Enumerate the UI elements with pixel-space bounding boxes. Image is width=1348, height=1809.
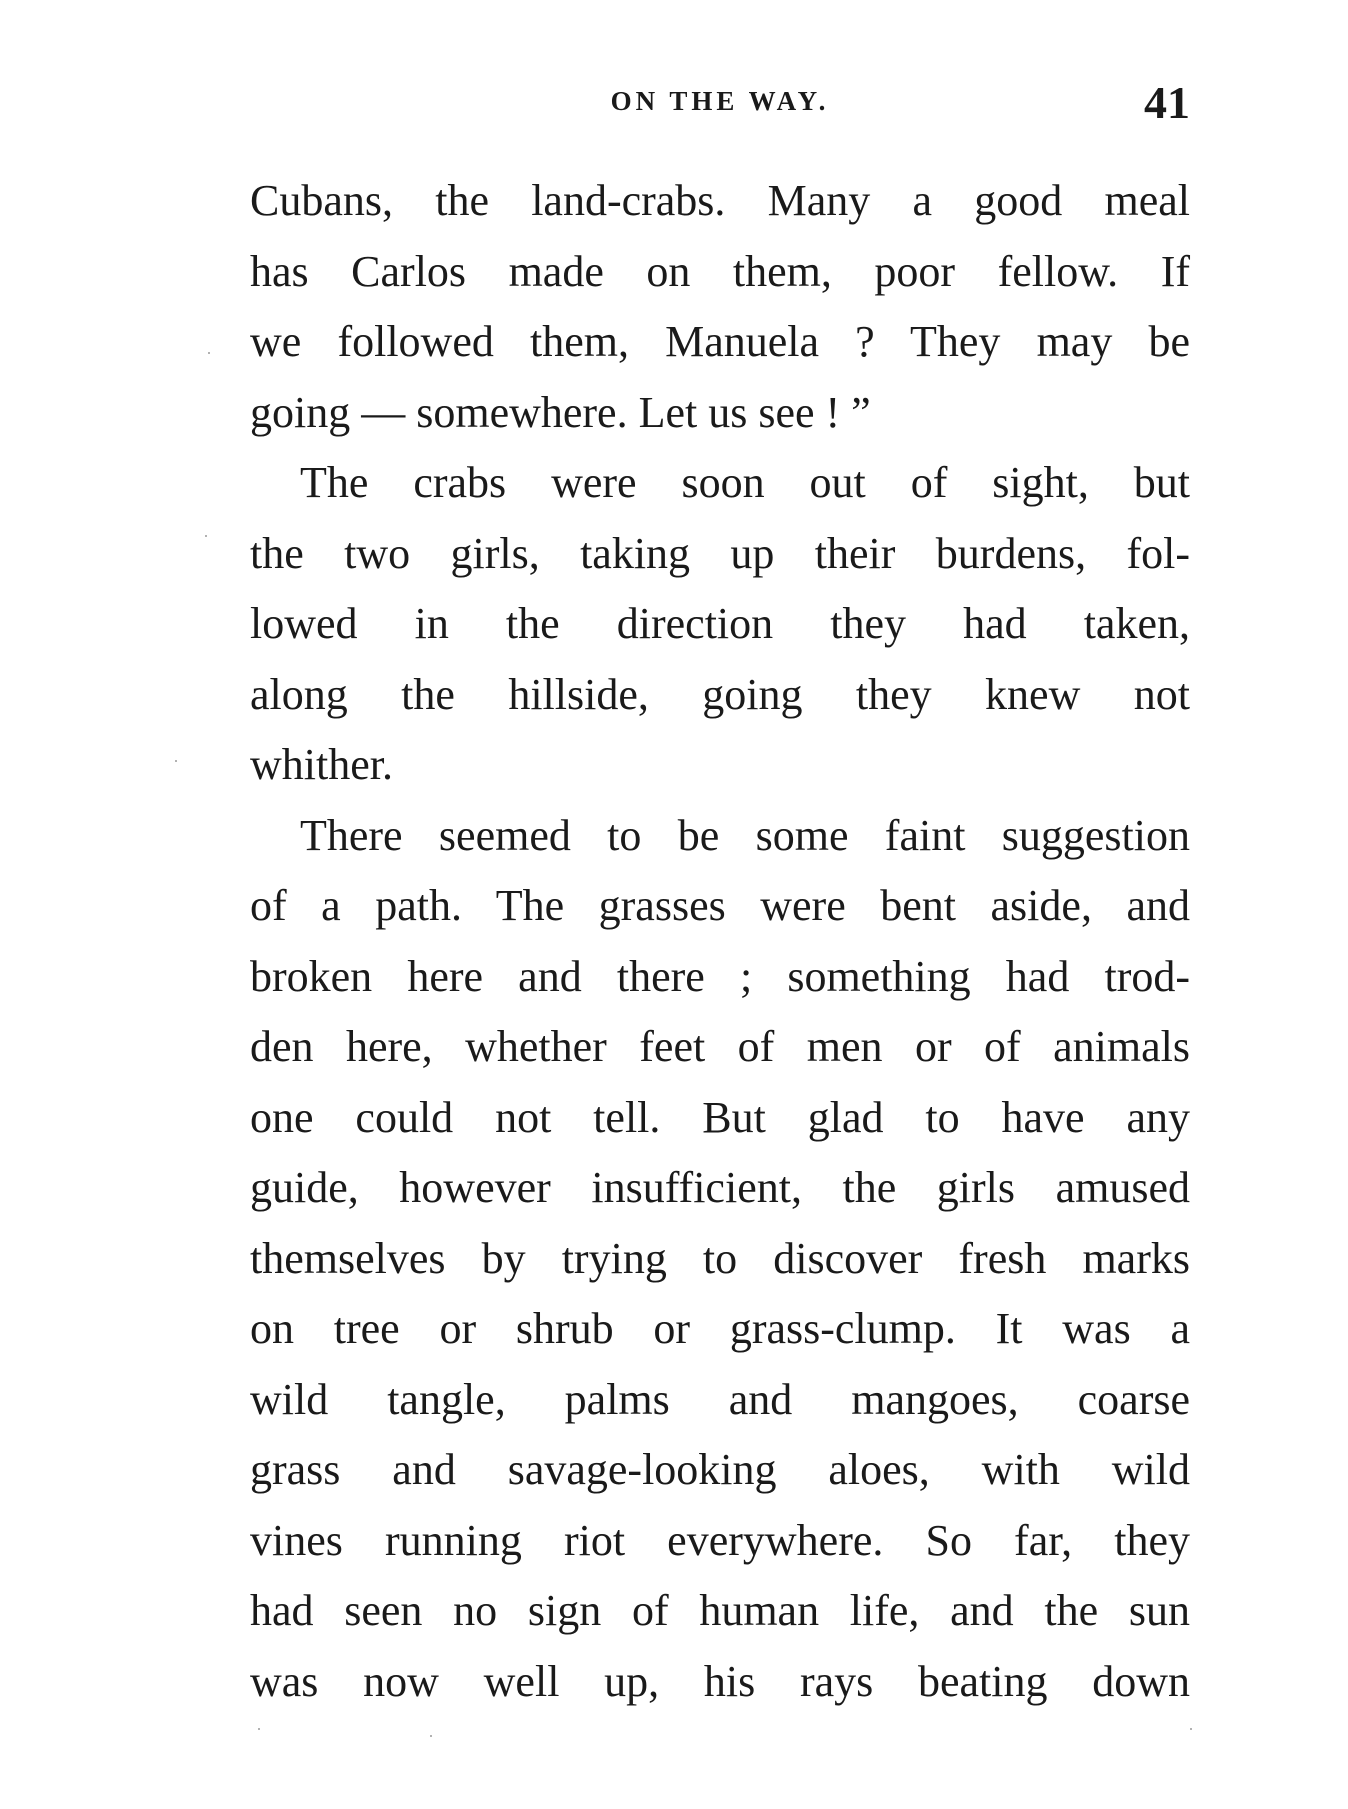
text-line: on tree or shrub or grass-clump. It was a — [250, 1304, 1190, 1353]
text-line: grass and savage-looking aloes, with wild — [250, 1445, 1190, 1494]
running-head — [250, 77, 1190, 130]
text-line: the two girls, taking up their burdens, fol- — [250, 528, 1190, 578]
print-speck — [1190, 1728, 1192, 1730]
text-line: The crabs were soon out of sight, but — [300, 458, 1190, 507]
page-number: 41 — [1144, 77, 1190, 128]
print-speck — [430, 1735, 432, 1737]
text-line: broken here and there ; something had trod- — [250, 951, 1190, 1001]
text-line: whither. — [250, 740, 393, 789]
text-line: guide, however insufficient, the girls amused — [250, 1163, 1190, 1212]
text-line: themselves by trying to discover fresh marks — [250, 1233, 1190, 1283]
text-line: den here, whether feet of men or of animals — [250, 1022, 1190, 1071]
text-line: we followed them, Manuela ? They may be — [250, 317, 1190, 366]
text-line: going — somewhere. Let us see ! ” — [250, 387, 871, 437]
print-speck — [258, 1728, 260, 1730]
text-line: Cubans, the land-crabs. Many a good meal — [250, 176, 1190, 225]
text-line: was now well up, his rays beating down — [250, 1656, 1190, 1706]
body-text — [250, 166, 1190, 1717]
text-line: vines running riot everywhere. So far, they — [250, 1515, 1190, 1565]
text-line: of a path. The grasses were bent aside, and — [250, 881, 1190, 930]
text-line: There seemed to be some faint suggestion — [300, 810, 1190, 860]
chapter-title: ON THE WAY. — [610, 86, 830, 116]
print-speck — [175, 760, 177, 762]
print-speck — [205, 535, 207, 537]
text-line: lowed in the direction they had taken, — [250, 599, 1190, 648]
text-line: one could not tell. But glad to have any — [250, 1092, 1190, 1142]
text-line: along the hillside, going they knew not — [250, 669, 1190, 719]
print-speck — [208, 352, 210, 354]
text-line: had seen no sign of human life, and the sun — [250, 1586, 1190, 1635]
text-line: wild tangle, palms and mangoes, coarse — [250, 1374, 1190, 1424]
text-line: has Carlos made on them, poor fellow. If — [250, 246, 1190, 296]
